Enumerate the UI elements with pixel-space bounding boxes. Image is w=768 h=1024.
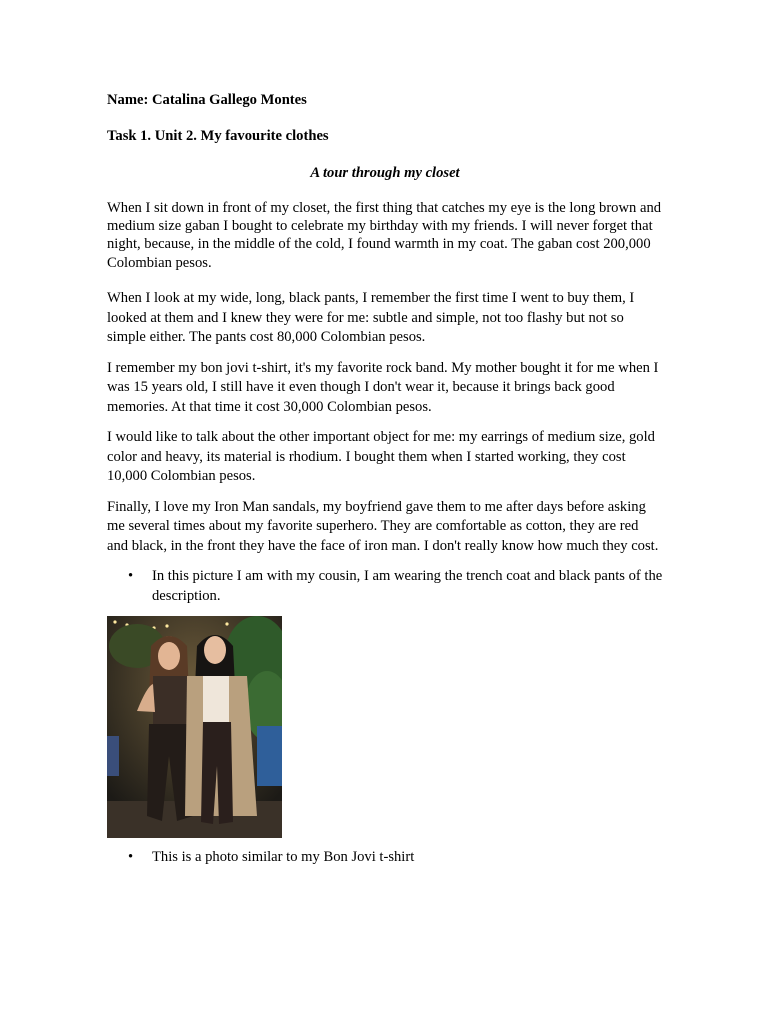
- essay-title: A tour through my closet: [310, 164, 460, 181]
- bullet-icon: •: [128, 568, 134, 585]
- paragraph-earrings: I would like to talk about the other important object for me: my earrings of medium size, gold color and heavy, its material is rhodium. I bought them when I started working, they cost 10,000 Colombian pesos.: [107, 429, 655, 485]
- paragraph-sandals: Finally, I love my Iron Man sandals, my boyfriend gave them to me after days before asking me several times about my favorite superhero. They are comfortable as cotton, they are red and black, in the front they have the face of iron man. I don't really know how much they cost.: [107, 498, 659, 554]
- bullet-text: In this picture I am with my cousin, I am wearing the trench coat and black pants of the description.: [152, 568, 663, 604]
- paragraph-pants: When I look at my wide, long, black pants, I remember the first time I went to buy them, I looked at them and I knew they were for me: subtle and simple, not too flashy but not so simple either. The pants cost 80,000 Colombian pesos.: [107, 290, 635, 346]
- bullet-icon: •: [128, 849, 134, 866]
- bullet-text: This is a photo similar to my Bon Jovi t-shirt: [152, 849, 415, 866]
- task-title: Task 1. Unit 2. My favourite clothes: [107, 128, 329, 145]
- list-item: [107, 848, 663, 868]
- photo-two-women-outdoor-icon: [107, 616, 282, 838]
- paragraph-tshirt: I remember my bon jovi t-shirt, it's my favorite rock band. My mother bought it for me when I was 15 years old, I still have it even though I don't wear it, because it brings back good memories. At that time it cost 30,000 Colombian pesos.: [107, 359, 659, 415]
- paragraph-coat: When I sit down in front of my closet, the first thing that catches my eye is the long brown and medium size gaban I bought to celebrate my birthday with my friends. I will never forget that night, because, in the middle of the cold, I found warmth in my coat. The gaban cost 200,000 Colombian pesos.: [107, 199, 662, 271]
- list-item: [107, 567, 663, 606]
- student-name: Name: Catalina Gallego Montes: [107, 92, 307, 108]
- document-page: [107, 91, 663, 878]
